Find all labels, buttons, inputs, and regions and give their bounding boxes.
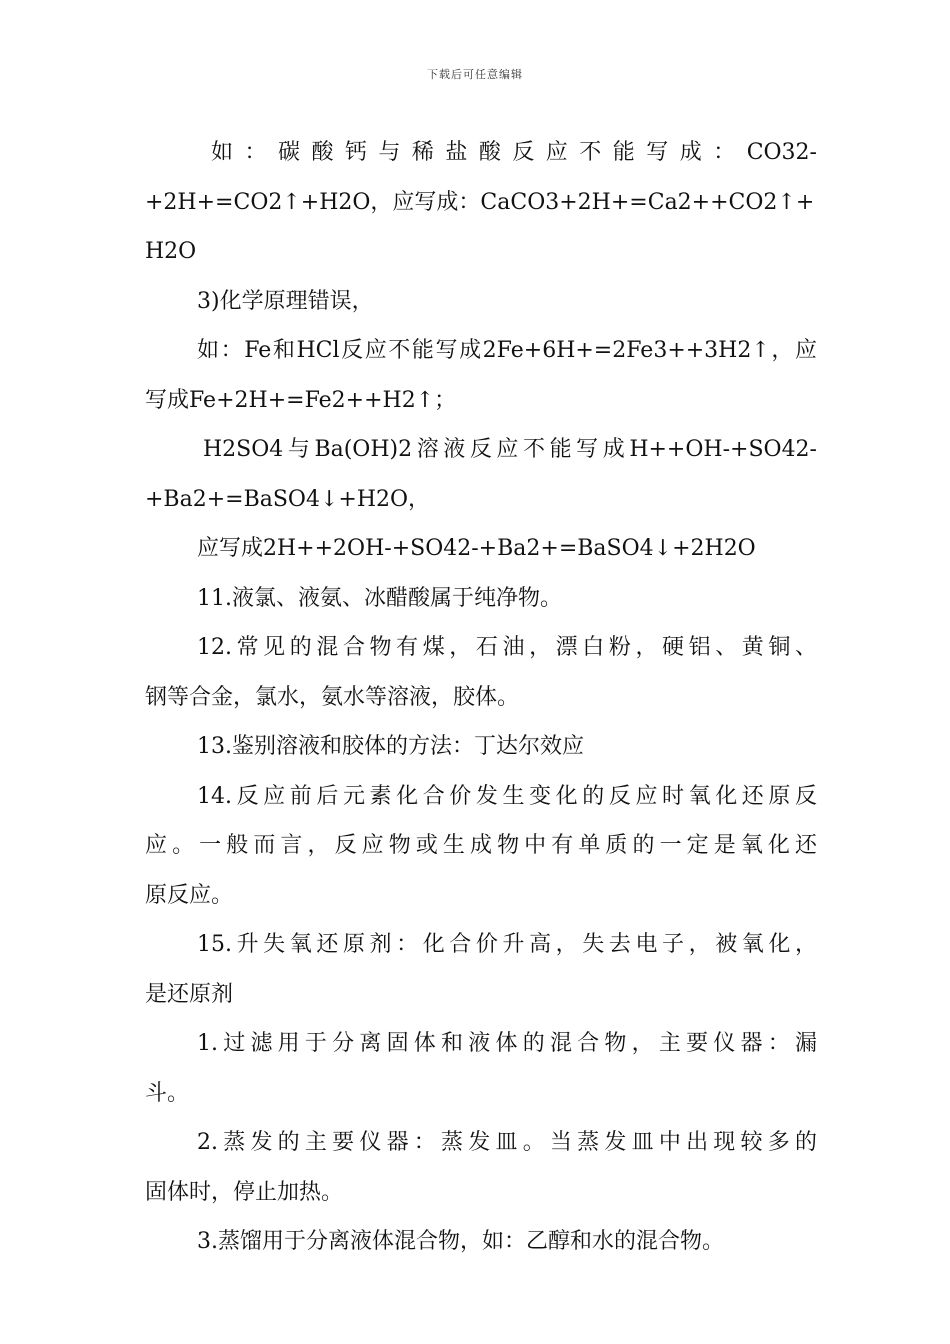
text-line-15: 原反应。 — [145, 882, 234, 908]
document-body — [145, 128, 817, 1267]
text-line-21: 固体时，停止加热。 — [145, 1179, 344, 1205]
text-line-19: 斗。 — [145, 1080, 190, 1106]
text-line-4: 如：Fe和HCl反应不能写成2Fe+6H+=2Fe3++3H2↑，应 — [197, 338, 817, 363]
text-line-11: 钢等合金，氯水，氨水等溶液，胶体。 — [145, 684, 520, 710]
text-line-8: 应写成2H++2OH-+SO42-+Ba2+=BaSO4↓+2H2O — [197, 536, 756, 561]
text-line-14: 应。一般而言，反应物或生成物中有单质的一定是氧化还 — [145, 833, 817, 858]
text-line-12: 13.鉴别溶液和胶体的方法：丁达尔效应 — [197, 734, 584, 759]
text-line-1: 如：碳酸钙与稀盐酸反应不能写成：CO32- — [211, 140, 817, 165]
text-line-9: 11.液氯、液氨、冰醋酸属于纯净物。 — [197, 585, 562, 611]
text-line-7: +Ba2+=BaSO4↓+H2O， — [145, 486, 431, 512]
text-line-13: 14.反应前后元素化合价发生变化的反应时氧化还原反 — [197, 783, 817, 809]
text-line-22: 3.蒸馏用于分离液体混合物，如：乙醇和水的混合物。 — [197, 1229, 724, 1254]
text-line-17: 是还原剂 — [145, 981, 234, 1007]
text-line-5: 写成Fe+2H+=Fe2++H2↑； — [145, 387, 457, 413]
text-line-10: 12.常见的混合物有煤，石油，漂白粉，硬铝、黄铜、 — [197, 635, 817, 660]
text-line-6: H2SO4与Ba(OH)2溶液反应不能写成H++OH-+SO42- — [203, 437, 817, 462]
page-header: 下载后可任意编辑 — [427, 68, 523, 81]
text-line-20: 2.蒸发的主要仪器：蒸发皿。当蒸发皿中出现较多的 — [197, 1130, 817, 1155]
text-line-16: 15.升失氧还原剂：化合价升高，失去电子，被氧化， — [197, 932, 817, 957]
text-line-3: 3)化学原理错误， — [197, 288, 374, 314]
text-line-18: 1.过滤用于分离固体和液体的混合物，主要仪器：漏 — [197, 1031, 817, 1056]
text-line-2: +2H+=CO2↑+H2O，应写成：CaCO3+2H+=Ca2++CO2↑+H2O — [145, 189, 815, 264]
